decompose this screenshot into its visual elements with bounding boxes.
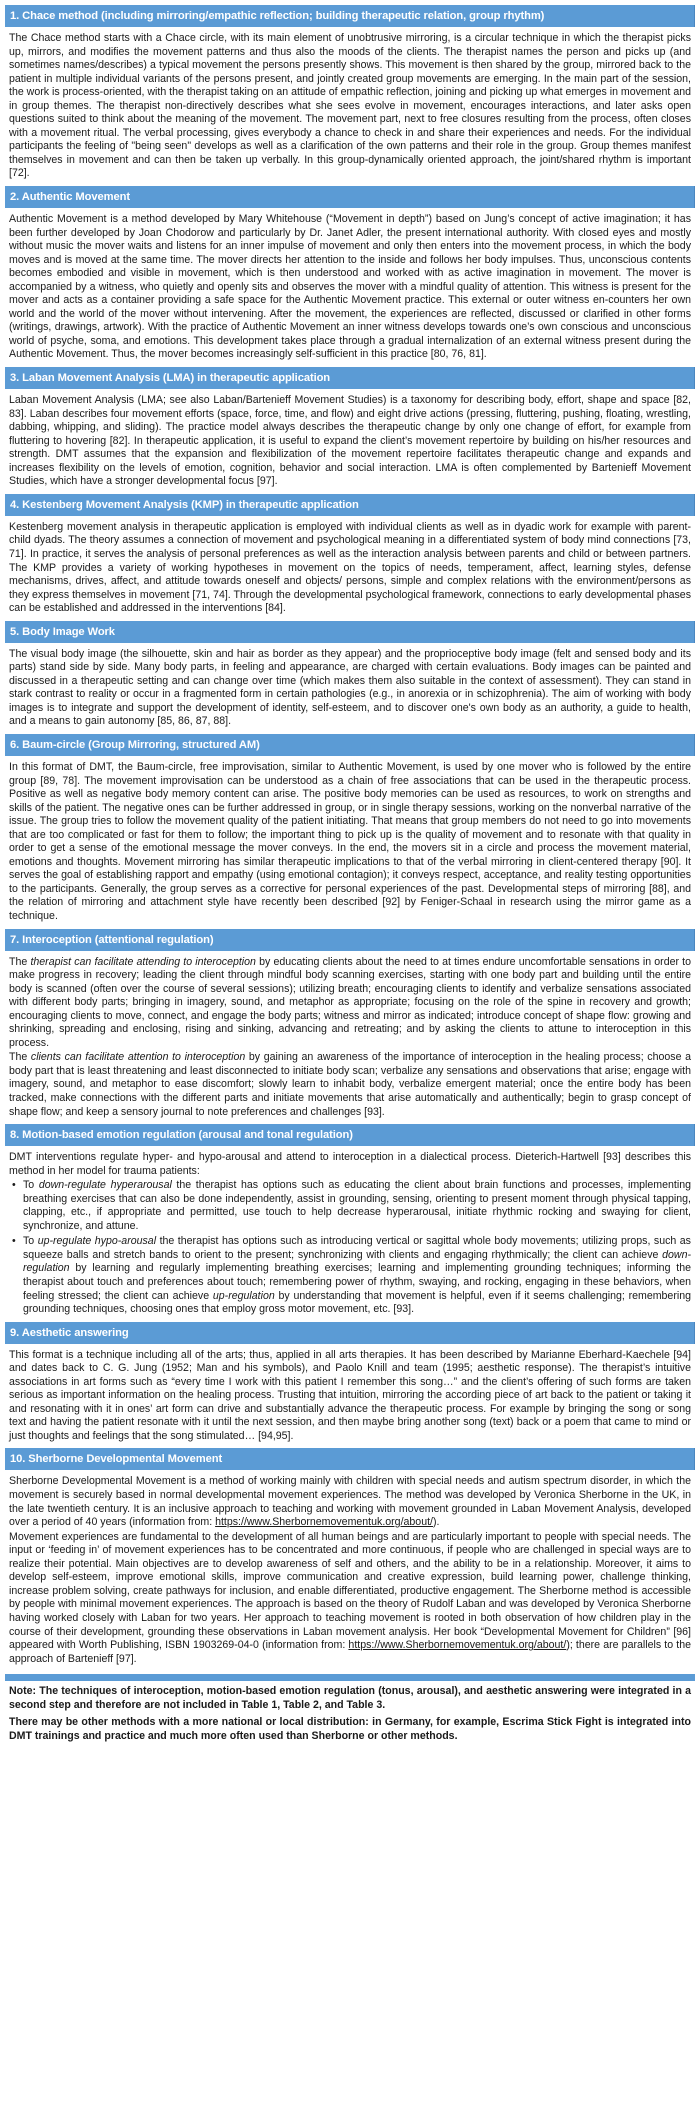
table-note: There may be other methods with a more national or local distribution: in Germany, for example, Escrima Stick Fight is integrated into DMT trainings and practice and much more often used than Sherborne or other methods.	[9, 1716, 691, 1742]
emphasis: clients can facilitate attention to interoception	[30, 1051, 246, 1064]
paragraph: Kestenberg movement analysis in therapeutic application is employed with individual clients as well as in dyadic work for example with parent-child dyads. The theory assumes a connection of movement and psychological meaning in a differentiated system of body mind connections [73, 71]. In practice, it serves the analysis of personal preferences as well as the interaction analysis between parents and child or between partners. The KMP provides a variety of working hypotheses in movement on the topics of needs, temperament, affect, learning styles, defense mechanisms, drives, affect, and attitude towards oneself and objects/ persons, simple and complex relations with the environment/persons as they express themselves in movement [71, 74]. Through the developmental psychological framework, connections to early developmental phases can be established and addressed in the interventions [84].	[9, 520, 691, 615]
section-motion-based-emotion-regulation	[5, 1124, 695, 1317]
text: by gaining an awareness of the importance of interoception in the healing process; choose a body part that is least threatening and least disconnected to initiate body scan; verbalize any sensations and observations that arise; engage with imagery, sound, and metaphor to ease discomfort; slowly learn to inhabit body, verbalize emergent material; once the entire body has been tracked, make connections with the different parts and initiate movements that arise automatically and authentically; begin to grasp concept of shape flow; and keep a sensory journal to note preferences and challenges [93].	[9, 1051, 691, 1118]
paragraph	[9, 1531, 691, 1666]
paragraph: The Chace method starts with a Chace circle, with its main element of unobtrusive mirroring, is a circular technique in which the therapist picks up, mirrors, and modifies the movement patterns and thus also the moods of the clients. The therapist names the person and picks up (and sometimes names/describes) a typical movement the persons presently shows. This movement is then shared by the group, mirrored back to the patient in multiple individual variants of the persons present, and jointly created group movements are emerging. In the main part of the session, the work is process-oriented, with the therapist taking on an attitude of empathic reflection, joining and picking up what emerges in movement and in group themes. The therapist non-directively describes what she sees evolve in movement, encourages interactions, and later asks open questions suited to think about the meaning of the movement. The movement part, next to free closures resulting from the process, often closes with a movement ritual. The verbal processing, gives everybody a chance to check in and share their experiences and needs. For the individual participants the feeling of "being seen" develops as well as a clarification of the own patterns and their role in the group. Group themes manifest themselves in movement and can then be taken up verbally. In this group-dynamically oriented approach, the joint/shared rhythm is important [72].	[9, 32, 691, 180]
section-title: 2. Authentic Movement	[5, 186, 695, 208]
text: To	[23, 1235, 38, 1248]
section-body	[5, 32, 695, 181]
divider-bar	[5, 1674, 695, 1681]
section-title: 9. Aesthetic answering	[5, 1322, 695, 1344]
section-authentic-movement	[5, 186, 695, 362]
text: Sherborne Developmental Movement is a method of working mainly with children with special needs and autism spectrum disorder, in which the movement is securely based in normal developmental movement experiences. The method was developed by Veronica Sherborne in the UK, in the late twentieth century. It is an inclusive approach to teaching and working with movement grounded in Laban Movement Analysis, developed over a period of 40 years (information from:	[9, 1475, 691, 1529]
paragraph: Authentic Movement is a method developed by Mary Whitehouse (“Movement in depth”) based on Jung’s concept of active imagination; it has been further developed by Joan Chodorow and particularly by Dr. Janet Adler, the present international authority. With closed eyes and mostly without music the mover waits and listens for an inner impulse of movement and only then enters into the movement process, in which the body moves and is moved at the same time. The mover directs her attention to the inside and follows her body impulses. Thus, unconscious contents becomes embodied and visible in movement, which is then understood and worked with as active imagination in movement. The mover is accompanied by a witness, who quietly and openly sits and observes the mover with a mindful quality of attention. This witness is present for the mover and acts as a container providing a safe space for the Authentic Movement practice. This external or outer witness en-counters her own world and the world of the mover without intervening. After the movement, the experiences are reflected, discussed or clarified in other forms (writings, drawings, artwork). With the practice of Authentic Movement an inner witness develops towards one’s own conscious and unconscious world of psyche, soma, and emotions. This development takes place through a gradual internalization of an external witness present during the Authentic Movement. Thus, the mover becomes increasingly self-sufficient in this practice [80, 76, 81].	[9, 213, 691, 361]
text: the therapist has options such as introducing vertical or sagittal whole body movements; utilizing props, such as squeeze balls and stretch bands to orient to the present; synchronizing with clients and engaging rhythmically; the client can achieve	[23, 1235, 691, 1261]
section-body	[5, 1349, 695, 1444]
section-title: 7. Interoception (attentional regulation)	[5, 929, 695, 951]
section-title: 5. Body Image Work	[5, 621, 695, 643]
text: the therapist has options such as educating the client about brain functions and processes, implementing breathing exercises that can also be done independently, assist in grounding, sensing, orienting to present moment through physical tapping, clapping, etc., if appropriate and permitted, use touch to help decrease hyperarousal, initiate rhythmic rocking and swaying for client, synchronize, and attune.	[23, 1179, 691, 1232]
text: The	[9, 955, 31, 968]
section-baum-circle	[5, 734, 695, 924]
section-aesthetic-answering	[5, 1322, 695, 1444]
section-body	[5, 521, 695, 616]
section-laban-movement-analysis	[5, 367, 695, 489]
paragraph-clients	[9, 1051, 691, 1119]
emphasis: down-regulation	[23, 1248, 691, 1275]
text: ).	[432, 1516, 440, 1529]
sherborne-link[interactable]: https://www.Sherbornemovementuk.org/about/	[348, 1639, 567, 1652]
emphasis: up-regulation	[212, 1289, 275, 1302]
text: by learning and regularly implementing breathing exercises; learning and implementing grounding techniques; informing the therapist about touch and preferences about touch; remembering power of rhythm, swaying, and rocking, engaging in these behaviors, when feeling stressed; the client can achieve	[23, 1262, 691, 1302]
text: by educating clients about the need to at times endure uncomfortable sensations in order to make progress in recovery; leading the client through mindful body scanning exercises, starting with one body part and building until the entire body is scanned (often over the course of several sessions); utilizing breath; encouraging clients to identify and verbalize sensations associated with different body parts; bringing in imagery, sound, and metaphor as appropriate; focusing on the role of the spine in recovery and growth; encouraging clients to move, connect, and engage the body parts; witness and mirror as indicated; introduce concept of shape flow: growing and shrinking, spreading and enclosing, rising and sinking, advancing and retreating; and by asking the clients to attune to interoception in this process.	[9, 955, 692, 1049]
paragraph-therapist	[9, 956, 691, 1051]
section-chace-method	[5, 5, 695, 181]
section-body	[5, 648, 695, 729]
section-body	[5, 956, 695, 1120]
bullet-icon: •	[12, 1235, 16, 1248]
section-body-image-work	[5, 621, 695, 729]
emphasis: therapist can facilitate attending to interoception	[30, 955, 256, 968]
paragraph: Laban Movement Analysis (LMA; see also Laban/Bartenieff Movement Studies) is a taxonomy for describing body, effort, shape and space [82, 83]. Laban describes four movement efforts (space, force, time, and flow) and eight drive actions (pressing, fluttering, pushing, floating, wrestling, dabbing, whipping, and sliding). The practice model always describes the therapeutic change by only one change of effort, for example from fluttering to hovering [82]. In therapeutic application, it is useful to expand the client’s movement repertoire by building on his/her resources and strength. DMT assumes that the expansion and flexibilization of the movement repertoire facilitates therapeutic change and expands and increases flexibility on the levels of emotion, cognition, behavior and social interaction. LMA is often complemented by Bartenieff Movement Studies, which have a stronger developmental focus [97].	[9, 394, 691, 488]
emphasis: down-regulate hyperarousal	[38, 1179, 172, 1192]
paragraph	[9, 1475, 691, 1529]
section-interoception	[5, 929, 695, 1120]
text: by understanding that movement is helpful, even if it seems challenging; remembering grounding techniques, choosing ones that employ gross motor movement, etc. [93].	[23, 1289, 691, 1316]
text: ); there are parallels to the approach of Bartenieff [97].	[9, 1639, 691, 1665]
section-body	[5, 1151, 695, 1317]
table-note: Note: The techniques of interoception, motion-based emotion regulation (tonus, arousal), and aesthetic answering were integrated in a second step and therefore are not included in Table 1, Table 2, and Table 3.	[9, 1685, 691, 1711]
section-body	[5, 213, 695, 362]
section-kestenberg-movement-analysis	[5, 494, 695, 616]
paragraph: This format is a technique including all of the arts; thus, applied in all arts therapies. It has been described by Marianne Eberhard-Kaechele [94] and dates back to C. G. Jung (1952; Man and his symbols), and Paolo Knill and team (1995; aesthetic response). The therapist’s intuitive associations in art forms such as “every time I work with this patient I remember this song…” and the client’s offering of such forms are taken serious as important information on the healing process. Trusting that intuition, mirroring the according piece of art back to the patient or taking it and resonating with it in ones’ art form can drive and substantially advance the therapeutic process. For example by bringing the song or song text and having the patient resonate with it until the next session, and then maybe bring another song (text) back or a poem that came to mind or just thoughts and feelings that the song stimulated… [94,95].	[9, 1348, 691, 1442]
section-body	[5, 761, 695, 924]
section-title: 8. Motion-based emotion regulation (arousal and tonal regulation)	[5, 1124, 695, 1146]
section-title: 3. Laban Movement Analysis (LMA) in therapeutic application	[5, 367, 695, 389]
section-sherborne-developmental-movement	[5, 1448, 695, 1666]
emphasis: up-regulate hypo-arousal	[37, 1235, 157, 1248]
section-title: 10. Sherborne Developmental Movement	[5, 1448, 695, 1470]
section-body	[5, 1475, 695, 1666]
bullet-icon: •	[12, 1179, 16, 1192]
bullet-list	[9, 1179, 691, 1316]
section-title: 6. Baum-circle (Group Mirroring, structured AM)	[5, 734, 695, 756]
section-body	[5, 394, 695, 489]
list-item	[12, 1235, 691, 1316]
paragraph: DMT interventions regulate hyper- and hypo-arousal and attend to interoception in a dialectical process. Dieterich-Hartwell [93] describes this method in her model for trauma patients:	[9, 1151, 691, 1177]
paragraph: The visual body image (the silhouette, skin and hair as border as they appear) and the proprioceptive body image (felt and sensed body and its parts) stand side by side. Many body parts, in feeling and appearance, are charged with certain evaluations. Body images can be painted and discussed in a therapeutic setting and can change over time (which makes them also suitable in the context of assessment). They can stand in stark contrast to reality or occur in a fragmented form in certain pathologies (e.g., in anorexia or in schizophrenia). The aim of working with body images is to integrate and support the development of identity, self-esteem, and to discover one's own body as an authority, a guide to health, and a means to gain autonomy [85, 86, 87, 88].	[9, 647, 691, 728]
text: To	[23, 1179, 39, 1192]
sherborne-link[interactable]: https://www.Sherbornemovementuk.org/about/	[215, 1516, 433, 1529]
text: Movement experiences are fundamental to the development of all human beings and are particularly important to people with special needs. The input or ‘feeding in’ of movement experiences has to be concentrated and more continuous, if people who are challenged in special ways are to realize their potential. Main objectives are to develop awareness of self and others, and the ability to be in a relationship. Moreover, it aims to develop self-esteem, improve emotional skills, improve communication and creative expression, build learning power, challenge thinking, increase problem solving, create pathways for inclusion, and enable differentiated, productive engagement. The Sherborne method is accessible by people with minimal movement experiences. The approach is based on the theory of Rudolf Laban and was developed by Veronica Sherborne having worked closely with Laban for two years. Her approach to teaching movement is rooted in both observation of how children play in the course of their development, grounding these observations in Laban movement analysis. Her book “Developmental Movement for Children” [96] appeared with Worth Publishing, ISBN 1903269-04-0 (information from:	[9, 1530, 691, 1652]
section-title: 4. Kestenberg Movement Analysis (KMP) in therapeutic application	[5, 494, 695, 516]
list-item	[12, 1179, 691, 1233]
section-title: 1. Chace method (including mirroring/empathic reflection; building therapeutic relation, group rhythm)	[5, 5, 695, 27]
paragraph: In this format of DMT, the Baum-circle, free improvisation, similar to Authentic Movement, is used by one mover who is followed by the entire group [89, 78]. The movement improvisation can be understood as a chain of free associations that can be used in the therapeutic process. Positive as well as negative body memory content can arise. The positive body memories can be used as resources, to work on strengths and skills of the patient. The negative ones can be further addressed in group, or in single therapy sessions, working on the nonverbal narrative of the issue. The group tries to follow the movement quality of the patient initiating. That means that group members do not need to go into movements that are too complicated or fast for them to follow; the important thing to pick up is the quality of movement and to resonate with that quality in order to get a sense of the emotional message the mover conveys. In the end, the movers sit in a circle and process the movement material, emotions and thoughts. Movement mirroring has similar therapeutic implications to that of the verbal mirroring in client-centered therapy [90]. It serves the goal of establishing rapport and empathy (using emotional contagion); it conveys respect, acceptance, and reality testing opportunities to the participants. Generally, the group serves as a corrective for personal experiences of the past. Developmental steps of mirroring [88], and the relation of mirroring and attachment style have recently been described [92] by Feniger-Schaal in research using the mirror game as a technique.	[9, 760, 691, 922]
text: The	[9, 1051, 31, 1064]
